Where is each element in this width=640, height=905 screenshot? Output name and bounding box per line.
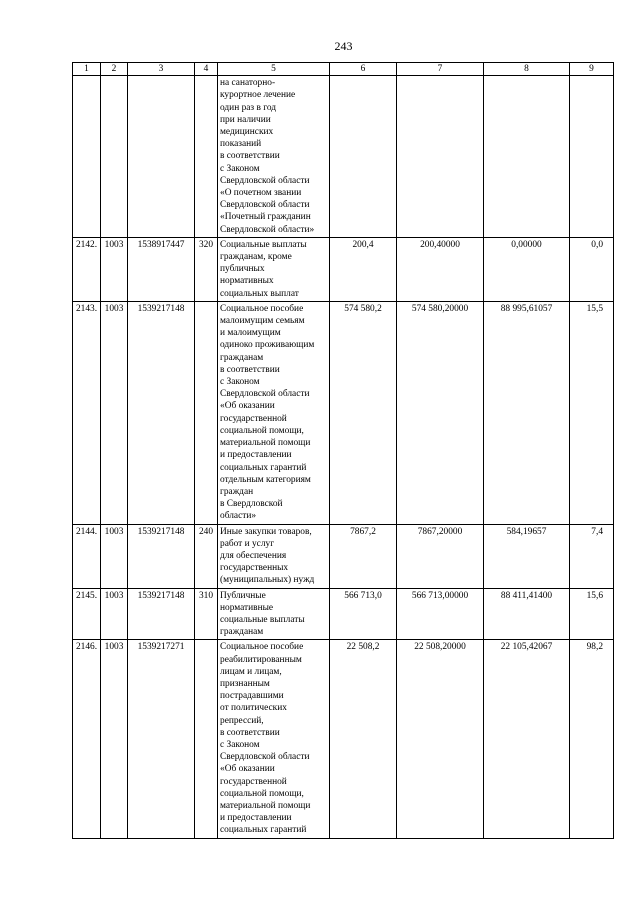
- item-name: Иные закупки товаров, работ и услуг для обеспечения государственных (муниципальных) нужд: [218, 524, 330, 588]
- section-code: 1003: [101, 301, 128, 524]
- item-name: на санаторно- курортное лечение один раз в год при наличии медицинских показаний в соответствии с Законом Свердловской области «О почетном звании Свердловской области «Почетный гражданин Свердловской области»: [218, 76, 330, 238]
- approved-amount: 566 713,0: [330, 588, 397, 640]
- specified-amount: 566 713,00000: [397, 588, 484, 640]
- expense-type-code: [195, 640, 218, 838]
- approved-amount: 200,4: [330, 237, 397, 301]
- specified-amount: 574 580,20000: [397, 301, 484, 524]
- column-header: 1: [73, 63, 101, 76]
- execution-percent: 98,2: [570, 640, 614, 838]
- target-article-code: [128, 76, 195, 238]
- table-row: [73, 237, 614, 301]
- section-code: 1003: [101, 524, 128, 588]
- expense-type-code: 320: [195, 237, 218, 301]
- column-header: 3: [128, 63, 195, 76]
- executed-amount: 88 411,41400: [484, 588, 570, 640]
- item-name: Публичные нормативные социальные выплаты гражданам: [218, 588, 330, 640]
- target-article-code: 1539217271: [128, 640, 195, 838]
- row-number: 2143.: [73, 301, 101, 524]
- row-number: [73, 76, 101, 238]
- executed-amount: [484, 76, 570, 238]
- target-article-code: 1539217148: [128, 588, 195, 640]
- specified-amount: 22 508,20000: [397, 640, 484, 838]
- table-row: [73, 588, 614, 640]
- table-row: [73, 76, 614, 238]
- target-article-code: 1539217148: [128, 301, 195, 524]
- execution-percent: [570, 76, 614, 238]
- table-row: [73, 640, 614, 838]
- approved-amount: 574 580,2: [330, 301, 397, 524]
- specified-amount: 200,40000: [397, 237, 484, 301]
- row-number: 2145.: [73, 588, 101, 640]
- column-header: 9: [570, 63, 614, 76]
- column-header: 6: [330, 63, 397, 76]
- table-header-row: [73, 63, 614, 76]
- column-header: 5: [218, 63, 330, 76]
- column-header: 4: [195, 63, 218, 76]
- section-code: 1003: [101, 588, 128, 640]
- section-code: 1003: [101, 237, 128, 301]
- item-name: Социальное пособие малоимущим семьям и малоимущим одиноко проживающим гражданам в соответствии с Законом Свердловской области «Об оказании государственной социальной помощи, материальной помощи и предоставлении социальных гарантий отдельным категориям граждан в Свердловской области»: [218, 301, 330, 524]
- column-header: 2: [101, 63, 128, 76]
- executed-amount: 0,00000: [484, 237, 570, 301]
- page-number: 243: [334, 39, 353, 53]
- execution-percent: 15,6: [570, 588, 614, 640]
- expense-type-code: [195, 301, 218, 524]
- expense-type-code: [195, 76, 218, 238]
- section-code: [101, 76, 128, 238]
- execution-percent: 15,5: [570, 301, 614, 524]
- specified-amount: [397, 76, 484, 238]
- row-number: 2146.: [73, 640, 101, 838]
- expense-type-code: 310: [195, 588, 218, 640]
- expense-type-code: 240: [195, 524, 218, 588]
- table-row: [73, 301, 614, 524]
- item-name: Социальные выплаты гражданам, кроме публичных нормативных социальных выплат: [218, 237, 330, 301]
- row-number: 2142.: [73, 237, 101, 301]
- table-row: [73, 524, 614, 588]
- execution-percent: 7,4: [570, 524, 614, 588]
- column-header: 7: [397, 63, 484, 76]
- execution-percent: 0,0: [570, 237, 614, 301]
- row-number: 2144.: [73, 524, 101, 588]
- section-code: 1003: [101, 640, 128, 838]
- target-article-code: 1538917447: [128, 237, 195, 301]
- executed-amount: 22 105,42067: [484, 640, 570, 838]
- specified-amount: 7867,20000: [397, 524, 484, 588]
- executed-amount: 88 995,61057: [484, 301, 570, 524]
- column-header: 8: [484, 63, 570, 76]
- approved-amount: [330, 76, 397, 238]
- approved-amount: 22 508,2: [330, 640, 397, 838]
- target-article-code: 1539217148: [128, 524, 195, 588]
- item-name: Социальное пособие реабилитированным лицам и лицам, признанным пострадавшими от политических репрессий, в соответствии с Законом Свердловской области «Об оказании государственной социальной помощи, материальной помощи и предоставлении социальных гарантий: [218, 640, 330, 838]
- approved-amount: 7867,2: [330, 524, 397, 588]
- executed-amount: 584,19657: [484, 524, 570, 588]
- budget-table: [72, 62, 614, 839]
